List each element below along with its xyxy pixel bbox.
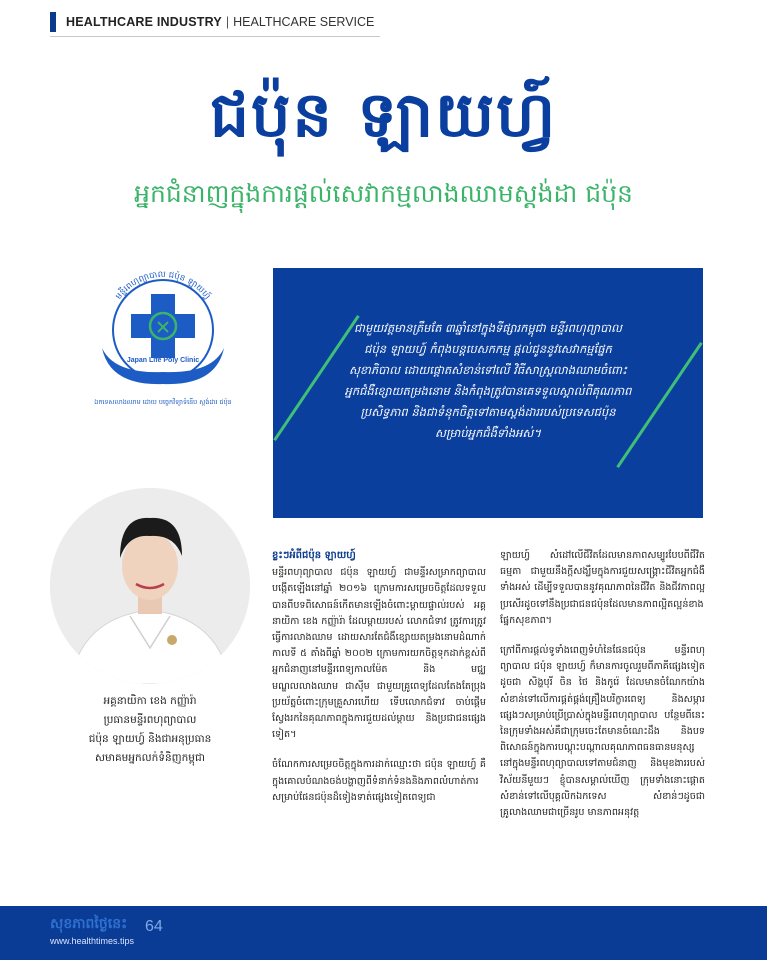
header-separator: |: [225, 15, 230, 29]
footer-magazine-name: សុខភាពថ្ងៃនេះ: [50, 916, 128, 932]
logo-english-name: Japan Life Poly Clinic: [126, 357, 200, 364]
header-divider: [50, 36, 380, 37]
header-industry: HEALTHCARE INDUSTRY: [66, 15, 222, 29]
portrait-caption: [60, 692, 240, 768]
page-subtitle: អ្នកជំនាញក្នុងការផ្តល់សេវាកម្មលាងឈាមស្តង់ដា ជប៉ុន: [134, 179, 633, 208]
page-footer: [0, 906, 767, 960]
caption-association: សមាគមអ្នកលក់ទំនិញកម្ពុជា: [95, 752, 205, 764]
caption-name: អគ្គនាយិកា ខេង កញ្ញ៉ារ៉ា: [103, 695, 197, 707]
portrait-photo: [50, 488, 250, 684]
article-paragraph: ក្រៅពីការផ្តល់ទូទាំងពេញទំហំនៃផែនជប៉ុន មន្ទីរពហុព្យាបាល ជប៉ុន ឡាយហ្វ៍ ក៏មានការចូលរួមពីភាគីផ្សេងទៀតដូចជា សិង្ហបុរី ចិន ថៃ និងកូរ៉េ ដែលមានចំណែកយ៉ាងសំខាន់ទៅលើការផ្គត់ផ្គង់គ្រឿងបរិក្ខារពេទ្យ និងសម្ភារផ្សេងៗសម្រាប់ប្រើប្រាស់ក្នុងមន្ទីរពហុព្យាបាល បន្ថែមពីនេះនៃក្រុមទាំងអស់គឺជាក្រុមចេះតែមានចំណេះដឹង និងបទពិសោធន៍ក្នុងការបណ្តុះបណ្តាលគុណភាពធនធានមនុស្ស នៅក្នុងមន្ទីរពហុព្យាបាលទៅតាមជំនាញ និងមុខងាររបស់វិស័យនីមួយៗ ខ្ញុំបានសម្គាល់ឃើញ ក្រុមទាំងនោះផ្តោតសំខាន់ទៅលើបុគ្គលិកឯកទេស សំខាន់ៗដូចជា គ្រូលាងឈាមជាច្រើនរូប មានភាពអនុវត្ត: [500, 645, 705, 819]
article-column-2: [500, 548, 705, 835]
clinic-logo-graphic: [88, 266, 238, 412]
page-title: ជប៉ុន ឡាយហ្វ៍: [209, 78, 558, 151]
header-service: HEALTHCARE SERVICE: [233, 15, 375, 29]
article-paragraph: ចំណែកការសម្រេចចិត្តក្នុងការដាក់ឈ្មោះថា ជប៉ុន ឡាយហ្វ៍ គឺក្នុងគោលបំណងចង់បង្ហាញពីទំនាក់ទំនងនិងភាពលំហាត់ការសម្រាប់ផែនជប៉ុនដ៏ទៀងទាត់ផ្សេងទៀតពេទ្យជា: [272, 759, 486, 803]
pull-quote-box: [273, 268, 703, 518]
section-header: [50, 12, 380, 32]
logo-top-text: មន្ទីរពហុព្យាបាល ជប៉ុន ឡាយហ្វ៍: [113, 269, 213, 302]
portrait-illustration: [50, 488, 250, 684]
article-paragraph: ឡាយហ្វ៍ សំដៅលើជីវិតដែលមានភាពសម្បូរបែបពីជីវិតធម្មតា ជាមួយនឹងក្តីសង្ឃឹមក្នុងការជួយសង្គ្រោះជីវិតអ្នកជំងឺទាំងអស់ ដើម្បីទទួលបាននូវគុណភាពនៃជីវិត និងជីវភាពល្អប្រសើរដូចទៅនឹងប្រជាជនជប៉ុនដែលមានភាពល្អិតល្អន់ខាងផ្នែកសុខភាព។: [500, 550, 705, 626]
header-accent-bar: [50, 12, 56, 32]
article-paragraph: មន្ទីរពហុព្យាបាល ជប៉ុន ឡាយហ្វ៍ ជាមន្ទីរសម្រាកព្យាបាលបង្កើតឡើងនៅឆ្នាំ ២០១៦ ក្រោមការសម្រេចចិត្តដែលទទួលបានពីបទពិសោធន៍កើតមានឡើងចំពោះម្តាយផ្ទាល់របស់ អគ្គនាយិកា ខេង កញ្ញ៉ារ៉ា ដែលម្តាយរបស់ លោកជំទាវ ត្រូវការត្រូវធ្វើការលាងឈាម ដោយសារតែជំងឺខ្សោយតម្រងនោមដំណាក់កាលទី ៥ តាំងពីឆ្នាំ ២០០២ ក្រោមការយកចិត្តទុកដាក់ខ្ពស់ពីអ្នកជំនាញនៅមន្ទីរពេទ្យកាលម៉ែត និង មជ្ឈមណ្ឌលលាងឈាម ជាស៊ីម ជាមួយគ្រូពេទ្យដែលតែងតែប្រុងប្រយ័ត្នចំពោះក្រុមគ្រួសារហើយ ទើបលោកជំទាវ ចាប់ផ្តើមស្វែងរកនៃគុណភាពក្នុងការជួយដល់ម្តាយ និងប្រជាជនផ្សេងទៀត។: [272, 567, 486, 741]
article-heading: ខ្លះៗអំពីជប៉ុន ឡាយហ្វ៍: [272, 550, 356, 561]
logo-bottom-text: ឯកទេសលាងឈាម ដោយ បច្ចេកវិទ្យាទំនើប ស្តង់ដារ ជប៉ុន: [94, 398, 232, 406]
article-column-1: [272, 548, 486, 820]
pull-quote-text: ជាមួយវត្តមានត្រឹមតែ ៣ឆ្នាំនៅក្នុងទីផ្សារកម្ពុជា មន្ទីរពហុព្យាបាល ជប៉ុន ឡាយហ្វ៍ កំពុងបន្តបេសកកម្ម ផ្តល់ជូននូវសេវាកម្មផ្នែកសុខាភិបាល ដោយផ្តោតសំខាន់ទៅលើ វិធីសាស្រ្តលាងឈាមចំពោះអ្នកជំងឺខ្សោយតម្រងនោម និងកំពុងត្រូវបានគេទទួលស្គាល់ពីគុណភាព ប្រសិទ្ធភាព និងជាទំនុកចិត្តទៅតាមស្តង់ដាររបស់ប្រទេសជប៉ុន សម្រាប់អ្នកជំងឺទាំងអស់។: [344, 321, 632, 440]
caption-clinic: ជប៉ុន ឡាយហ្វ៍ និងជាអនុប្រធាន: [88, 733, 212, 745]
footer-url: www.healthtimes.tips: [50, 936, 135, 946]
footer-page-number: 64: [145, 918, 163, 935]
caption-role: ប្រធានមន្ទីរពហុព្យាបាល: [103, 714, 197, 726]
clinic-logo: [88, 266, 238, 412]
